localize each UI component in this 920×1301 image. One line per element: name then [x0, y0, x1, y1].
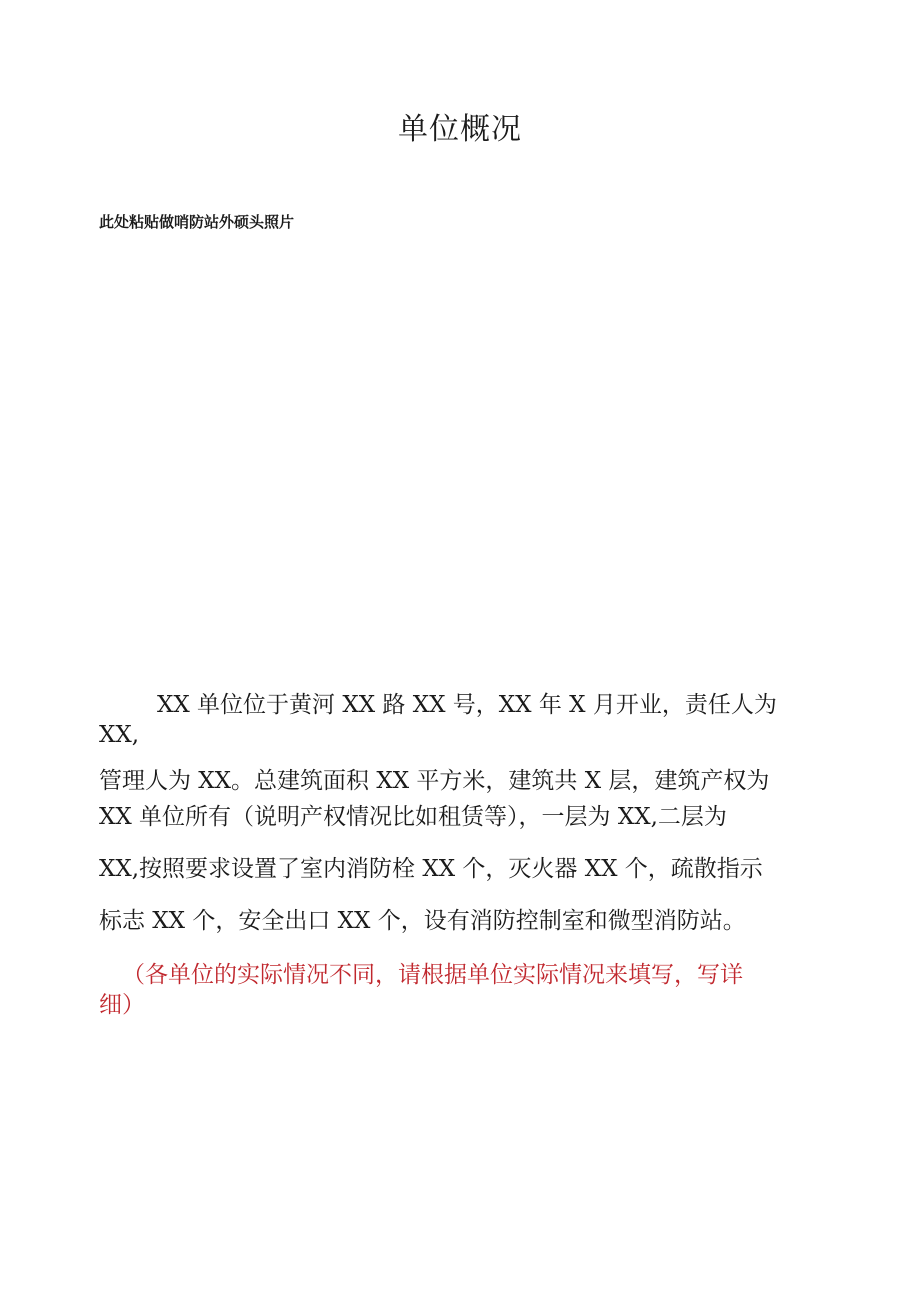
note-line: 细）: [99, 992, 145, 1018]
photo-area: [99, 240, 789, 660]
body-line: 管理人为 XX。总建筑面积 XX 平方米，建筑共 X 层，建筑产权为: [99, 768, 770, 794]
page-title: 单位概况: [398, 112, 522, 147]
note-line: （各单位的实际情况不同，请根据单位实际情况来填写，写详: [122, 962, 743, 988]
body-line: XX 单位位于黄河 XX 路 XX 号，XX 年 X 月开业，责任人为: [157, 692, 777, 718]
body-line: XX 单位所有（说明产权情况比如租赁等），一层为 XX,二层为: [99, 804, 727, 830]
body-line: XX,: [99, 722, 140, 748]
body-line: XX,按照要求设置了室内消防栓 XX 个，灭火器 XX 个，疏散指示: [99, 856, 763, 882]
body-line: 标志 XX 个，安全出口 XX 个，设有消防控制室和微型消防站。: [99, 908, 746, 934]
photo-placeholder-label: 此处粘贴做哨防站外硕头照片: [99, 213, 295, 231]
